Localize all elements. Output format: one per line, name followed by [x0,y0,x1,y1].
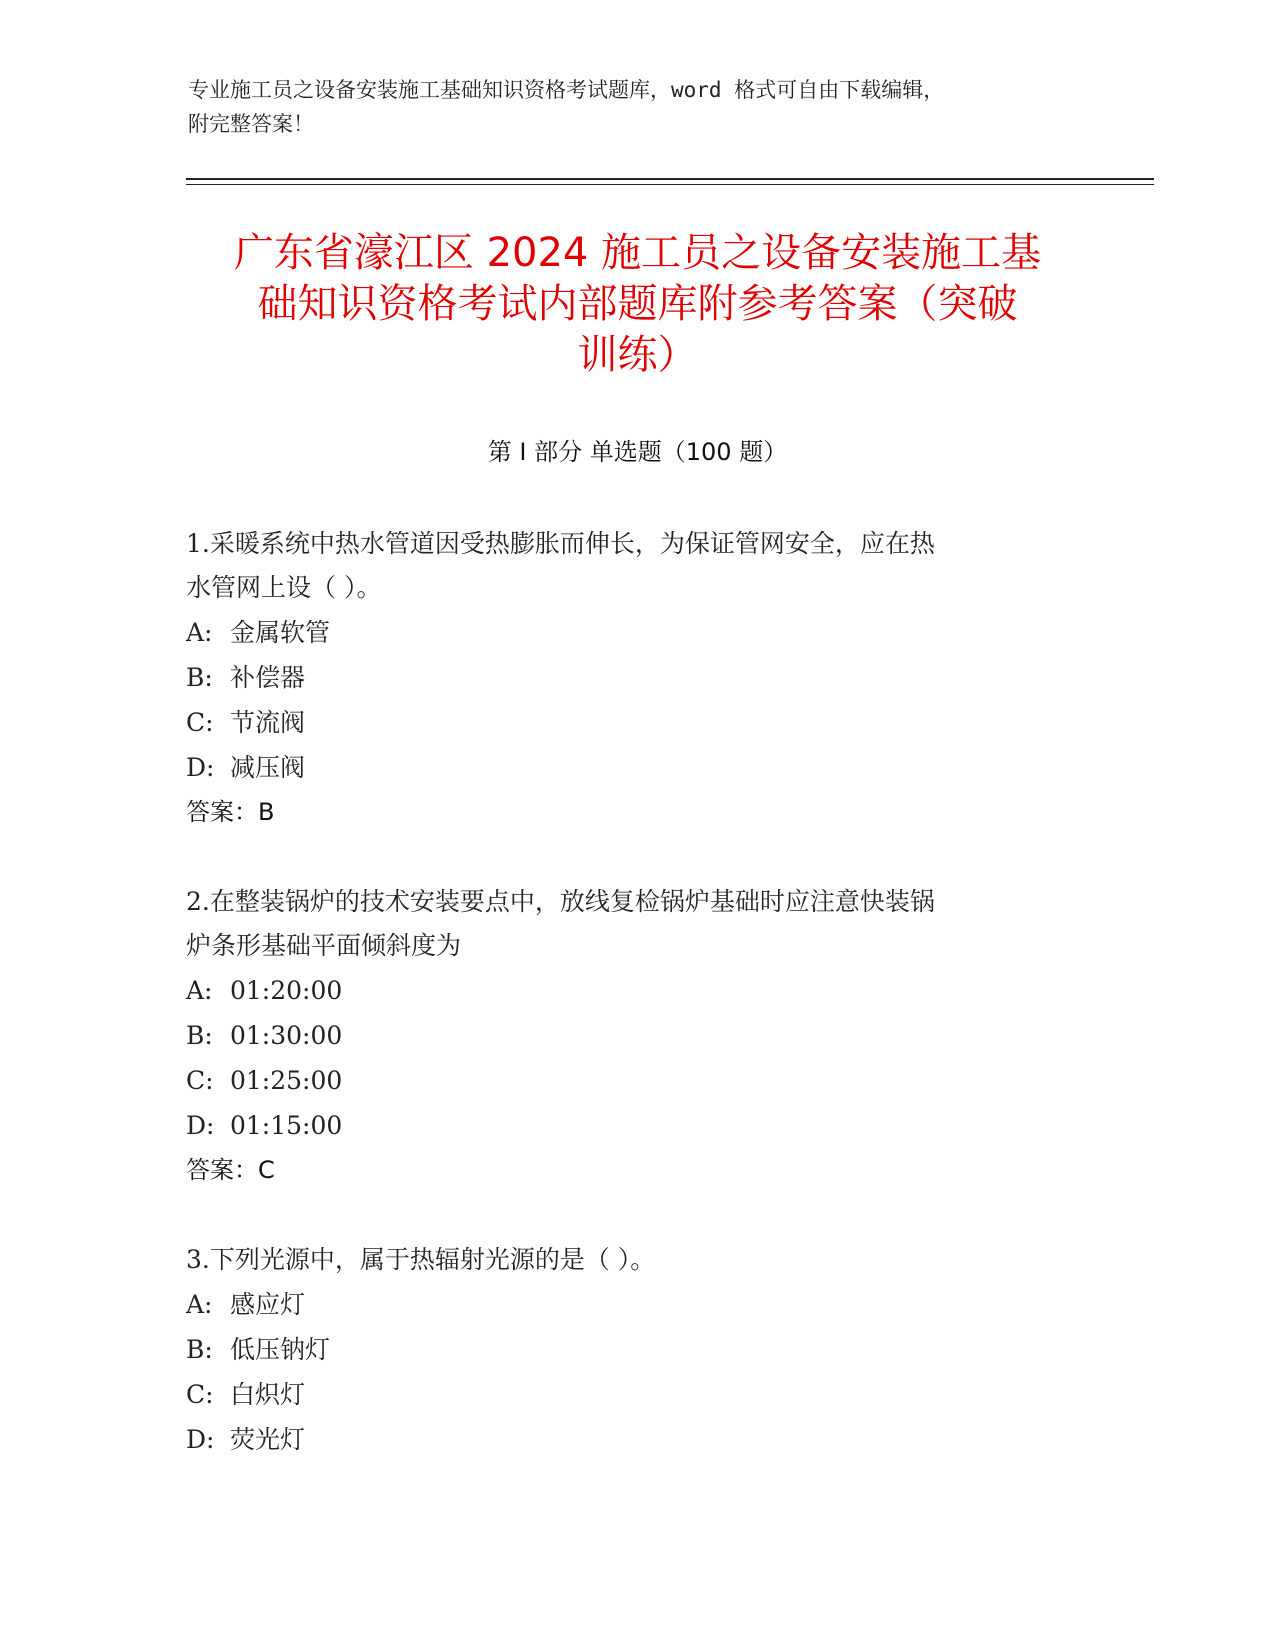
option-letter: B: [186,1021,213,1050]
header-note-line-1: 专业施工员之设备安装施工基础知识资格考试题库，word 格式可自由下载编辑， [188,78,945,102]
question-stem-line: 水管网上设（ ）。 [186,573,382,602]
option-letter: D: [186,753,215,782]
option-d [186,745,1106,790]
option-c [186,1372,1106,1417]
option-text: 01:20:00 [230,976,343,1005]
question-stem-line: 3.下列光源中，属于热辐射光源的是（ ）。 [186,1245,656,1274]
option-c [186,700,1106,745]
option-c [186,1058,1106,1103]
title-line-2: 础知识资格考试内部题库附参考答案（突破 [257,281,1018,327]
question-1 [186,522,1106,835]
option-letter: C: [186,708,214,737]
option-text: 补偿器 [230,663,306,692]
option-letter: B: [186,663,213,692]
option-text: 荧光灯 [230,1425,306,1454]
option-text: 低压钠灯 [230,1335,331,1364]
header-rule-thin [186,184,1154,185]
option-text: 01:15:00 [230,1111,343,1140]
question-2 [186,880,1106,1193]
option-letter: B: [186,1335,213,1364]
option-letter: D: [186,1111,215,1140]
option-letter: A: [186,1290,213,1319]
option-b [186,1013,1106,1058]
option-text: 金属软管 [230,618,331,647]
option-b [186,1327,1106,1372]
title-line-3: 训练） [577,332,698,378]
option-letter: A: [186,618,213,647]
document-title [170,228,1105,381]
header-note-line-2: 附完整答案！ [188,112,314,136]
question-list [186,522,1106,1507]
option-text: 01:30:00 [230,1021,343,1050]
header-note [188,73,1088,141]
title-line-1: 广东省濠江区 2024 施工员之设备安装施工基 [233,230,1042,276]
option-text: 01:25:00 [230,1066,343,1095]
option-a [186,1282,1106,1327]
question-3 [186,1238,1106,1462]
option-a [186,610,1106,655]
option-letter: A: [186,976,213,1005]
option-d [186,1417,1106,1462]
option-text: 减压阀 [230,753,306,782]
option-text: 感应灯 [230,1290,306,1319]
section-heading: 第 I 部分 单选题（100 题） [487,438,788,466]
option-letter: D: [186,1425,215,1454]
option-letter: C: [186,1066,214,1095]
option-d [186,1103,1106,1148]
option-b [186,655,1106,700]
question-stem-line: 1.采暖系统中热水管道因受热膨胀而伸长，为保证管网安全，应在热 [186,529,935,558]
question-stem-line: 2.在整装锅炉的技术安装要点中，放线复检锅炉基础时应注意快装锅 [186,887,935,916]
answer-label: 答案：B [186,798,275,826]
answer-label: 答案：C [186,1156,275,1184]
header-rule-thick [186,178,1154,180]
question-stem-line: 炉条形基础平面倾斜度为 [186,931,462,960]
option-text: 节流阀 [230,708,306,737]
option-a [186,968,1106,1013]
option-text: 白炽灯 [230,1380,306,1409]
option-letter: C: [186,1380,214,1409]
